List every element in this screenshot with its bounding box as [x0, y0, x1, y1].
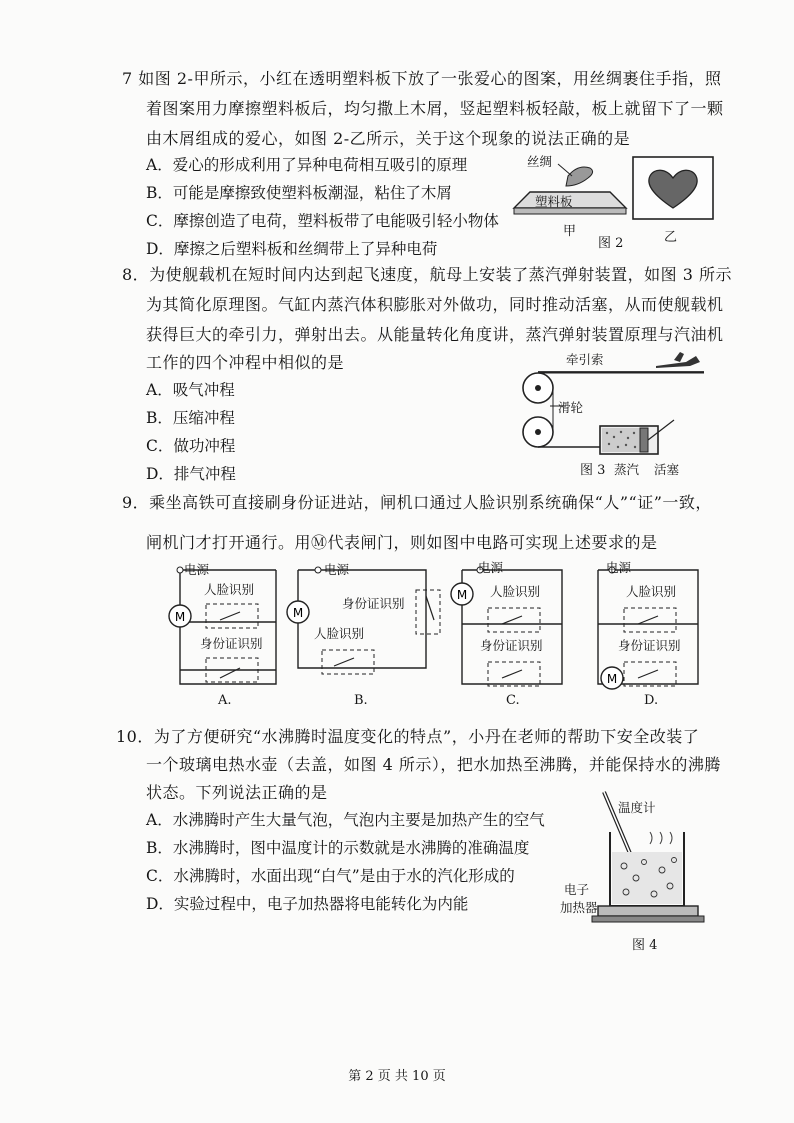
- q7-line-1: 7 如图 2-甲所示，小红在透明塑料板下放了一张爱心的图案，用丝绸裹住手指，照: [122, 69, 722, 88]
- circuit-c-s2: 身份证识别: [480, 638, 543, 653]
- circuit-b: [288, 562, 438, 674]
- circuit-d-s1: 人脸识别: [626, 584, 677, 599]
- circuit-a-power: 电源: [184, 562, 210, 577]
- q10-line-1: 10．为了方便研究“水沸腾时温度变化的特点”，小丹在老师的帮助下安全改装了: [116, 727, 700, 746]
- circuit-d-label: D.: [644, 693, 659, 708]
- circuit-a-s1: 人脸识别: [204, 582, 255, 597]
- circuit-b-power: 电源: [324, 562, 350, 577]
- q10-option-a: A．水沸腾时产生大量气泡，气泡内主要是加热产生的空气: [146, 811, 545, 829]
- q10-line-2: 一个玻璃电热水壶（去盖，如图 4 所示），把水加热至沸腾，并能保持水的沸腾: [146, 755, 721, 774]
- fig2-plate-label: 塑料板: [535, 194, 573, 209]
- circuit-c-label: C.: [506, 693, 520, 708]
- fig2-yi-label: 乙: [664, 230, 678, 245]
- circuit-a-s2: 身份证识别: [200, 636, 263, 651]
- q8-line-3: 获得巨大的牵引力，弹射出去。从能量转化角度讲，蒸汽弹射装置原理与汽油机: [146, 325, 724, 344]
- motor-c-symbol: M: [456, 588, 468, 602]
- fig3-pulley-label: 滑轮: [558, 400, 584, 415]
- page-footer: 第 2 页 共 10 页: [348, 1069, 446, 1084]
- figure-3-steam-catapult: [514, 348, 714, 478]
- q7-option-b: B．可能是摩擦致使塑料板潮湿，粘住了木屑: [146, 184, 452, 202]
- q7-line-2: 着图案用力摩擦塑料板后，均匀撒上木屑，竖起塑料板轻敲，板上就留下了一颗: [146, 99, 724, 118]
- q10-option-c: C．水沸腾时，水面出现“白气”是由于水的汽化形成的: [146, 867, 515, 885]
- circuit-c-s1: 人脸识别: [490, 584, 541, 599]
- q7-option-a: A．爱心的形成利用了异种电荷相互吸引的原理: [146, 156, 468, 174]
- q10-option-d: D．实验过程中，电子加热器将电能转化为内能: [146, 895, 469, 913]
- q10-option-b: B．水沸腾时，图中温度计的示数就是水沸腾的准确温度: [146, 839, 530, 857]
- circuit-d: [588, 562, 708, 688]
- q8-option-b: B．压缩冲程: [146, 409, 235, 427]
- circuit-d-power: 电源: [606, 560, 632, 575]
- fig3-piston-label: 活塞: [654, 462, 680, 477]
- q8-line-1: 8．为使舰载机在短时间内达到起飞速度，航母上安装了蒸汽弹射装置，如图 3 所示: [122, 265, 733, 284]
- fig2-caption: 图 2: [598, 236, 624, 251]
- q8-option-d: D．排气冲程: [146, 465, 236, 483]
- q7-option-c: C．摩擦创造了电荷，塑料板带了电能吸引轻小物体: [146, 212, 499, 230]
- q10-line-3: 状态。下列说法正确的是: [146, 783, 328, 802]
- q9-line-1: 9．乘坐高铁可直接刷身份证进站，闸机口通过人脸识别系统确保“人”“证”一致，: [122, 493, 712, 512]
- fig4-heater-label-1: 电子: [564, 882, 590, 897]
- motor-b-symbol: M: [292, 606, 304, 620]
- q7-option-d: D．摩擦之后塑料板和丝绸带上了异种电荷: [146, 240, 438, 258]
- fig4-heater-label-2: 加热器: [560, 900, 598, 915]
- figure-2-yi: [632, 156, 714, 220]
- q9-line-2: 闸机门才打开通行。用Ⓜ代表闸门，则如图中电路可实现上述要求的是: [146, 533, 658, 552]
- circuit-d-s2: 身份证识别: [618, 638, 681, 653]
- circuit-b-label: B.: [354, 693, 368, 708]
- fig3-caption: 图 3: [580, 463, 606, 478]
- fig3-steam-label: 蒸汽: [614, 462, 640, 477]
- circuit-a-label: A.: [218, 693, 232, 708]
- motor-d-symbol: M: [606, 672, 618, 686]
- q8-line-2: 为其简化原理图。气缸内蒸汽体积膨胀对外做功，同时推动活塞，从而使舰载机: [146, 295, 724, 314]
- q8-line-4: 工作的四个冲程中相似的是: [146, 353, 345, 372]
- fig4-caption: 图 4: [632, 938, 658, 953]
- fig2-jia-label: 甲: [563, 224, 577, 239]
- motor-a-symbol: M: [174, 610, 186, 624]
- circuit-c: [452, 562, 572, 688]
- circuit-b-s1: 身份证识别: [342, 596, 405, 611]
- q7-line-3: 由木屑组成的爱心，如图 2-乙所示，关于这个现象的说法正确的是: [146, 129, 631, 148]
- q8-option-a: A．吸气冲程: [146, 381, 235, 399]
- fig3-rope-label: 牵引索: [566, 352, 604, 367]
- circuit-c-power: 电源: [478, 560, 504, 575]
- fig4-thermometer-label: 温度计: [618, 800, 656, 815]
- fig2-silk-label: 丝绸: [527, 154, 553, 169]
- circuit-b-s2: 人脸识别: [314, 626, 365, 641]
- q8-option-c: C．做功冲程: [146, 437, 236, 455]
